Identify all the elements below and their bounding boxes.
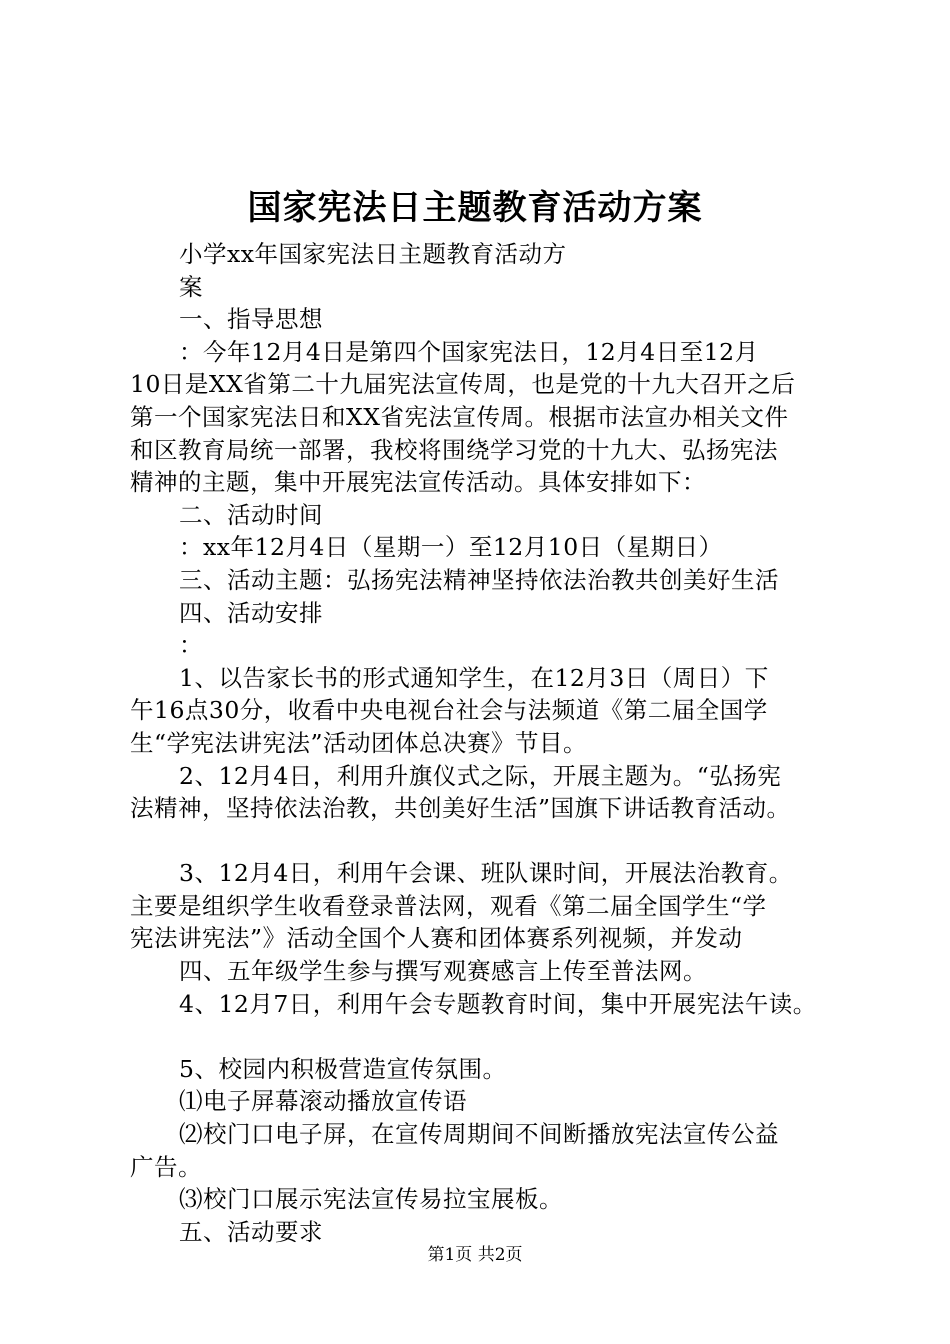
text-line: 二、活动时间 [179,500,323,529]
text-line: 生“学宪法讲宪法”活动团体总决赛》节目。 [130,728,588,757]
text-line: 一、指导思想 [179,305,323,334]
text-line: 广告。 [130,1152,202,1181]
text-line: 小学xx年国家宪法日主题教育活动方 [179,240,567,268]
document-body [130,238,850,1248]
text-line: ：xx年12月4日（星期一）至12月10日（星期日） [179,533,723,562]
text-line: 主要是组织学生收看登录普法网，观看《第二届全国学生“学 [130,891,767,920]
text-line: 4、12月7日，利用午会专题教育时间，集中开展宪法午读。 [179,989,817,1018]
page-footer: 第1页 共2页 [427,1245,523,1265]
text-line: 五、活动要求 [179,1217,323,1246]
text-line: 第一个国家宪法日和XX省宪法宣传周。根据市法宣办相关文件 [130,402,789,431]
text-line: 午16点30分，收看中央电视台社会与法频道《第二届全国学 [130,696,768,725]
text-line: 精神的主题，集中开展宪法宣传活动。具体安排如下： [130,468,706,497]
text-line: 3、12月4日，利用午会课、班队课时间，开展法治教育。 [179,859,793,888]
blank-line [130,1020,850,1053]
document-title: 国家宪法日主题教育活动方案 [247,188,703,228]
text-line: ：今年12月4日是第四个国家宪法日，12月4日至12月 [179,337,759,366]
text-line: 5、校园内积极营造宣传氛围。 [179,1054,507,1083]
text-line: ⑴电子屏幕滚动播放宣传语 [179,1087,467,1116]
text-line: 1、以告家长书的形式通知学生，在12月3日（周日）下 [179,663,769,692]
text-line: 2、12月4日，利用升旗仪式之际，开展主题为。“弘扬宪 [179,761,782,790]
text-line: ⑶校门口展示宪法宣传易拉宝展板。 [179,1185,563,1214]
text-line: 法精神，坚持依法治教，共创美好生活”国旗下讲话教育活动。 [130,794,791,823]
text-line: ： [179,631,203,660]
text-line: 三、活动主题：弘扬宪法精神坚持依法治教共创美好生活 [179,565,779,594]
text-line: 10日是XX省第二十九届宪法宣传周，也是党的十九大召开之后 [130,370,796,399]
text-line: 四、活动安排 [179,598,323,627]
text-line: 和区教育局统一部署，我校将围绕学习党的十九大、弘扬宪法 [130,435,778,464]
text-line: ⑵校门口电子屏，在宣传周期间不间断播放宪法宣传公益 [179,1120,779,1149]
text-line: 四、五年级学生参与撰写观赛感言上传至普法网。 [179,957,707,986]
text-line: 案 [179,272,203,301]
blank-line [130,825,850,858]
text-line: 宪法讲宪法”》活动全国个人赛和团体赛系列视频，并发动 [130,924,743,953]
